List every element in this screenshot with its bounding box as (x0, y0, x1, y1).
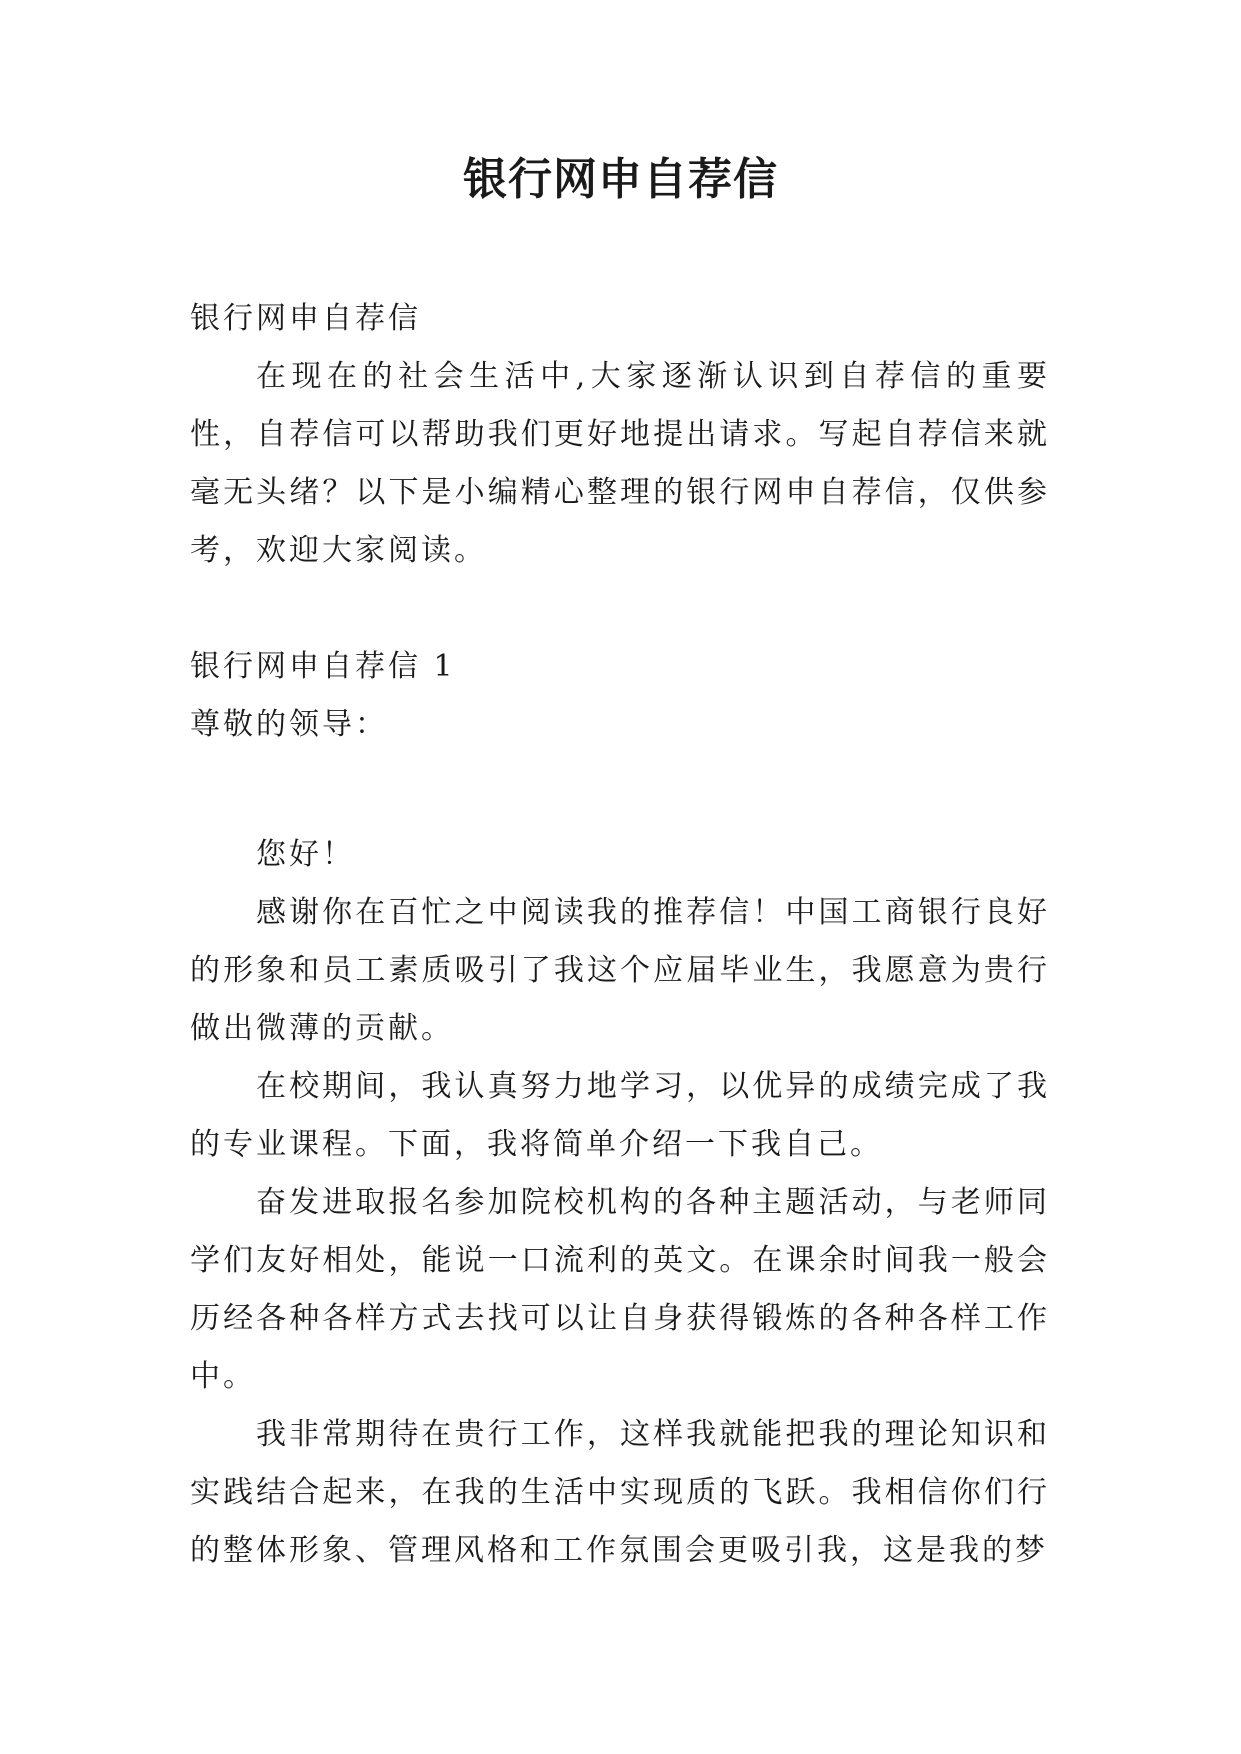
intro-paragraph: 在现在的社会生活中,大家逐渐认识到自荐信的重要性，自荐信可以帮助我们更好地提出请求。写起自荐信来就毫无头绪？以下是小编精心整理的银行网申自荐信，仅供参考，欢迎大家阅读。 (190, 359, 1050, 568)
spacer (190, 580, 1050, 638)
document-subtitle: 银行网申自荐信 (190, 301, 421, 336)
salutation: 尊敬的领导： (190, 707, 388, 742)
spacer (190, 754, 1050, 826)
letter-paragraph-2: 在校期间，我认真努力地学习，以优异的成绩完成了我的专业课程。下面，我将简单介绍一下我自己。 (190, 1069, 1050, 1162)
greeting: 您好！ (256, 837, 355, 872)
letter-paragraph-1: 感谢你在百忙之中阅读我的推荐信！中国工商银行良好的形象和员工素质吸引了我这个应届毕业生，我愿意为贵行做出微薄的贡献。 (190, 895, 1050, 1046)
section-heading: 银行网申自荐信 1 (190, 649, 456, 684)
document-body (190, 290, 1050, 1580)
document-title: 银行网申自荐信 (463, 154, 778, 205)
letter-paragraph-4: 我非常期待在贵行工作，这样我就能把我的理论知识和实践结合起来，在我的生活中实现质的飞跃。我相信你们行的整体形象、管理风格和工作氛围会更吸引我，这是我的梦 (190, 1417, 1050, 1568)
letter-paragraph-3: 奋发进取报名参加院校机构的各种主题活动，与老师同学们友好相处，能说一口流利的英文。在课余时间我一般会历经各种各样方式去找可以让自身获得锻炼的各种各样工作中。 (190, 1185, 1050, 1394)
